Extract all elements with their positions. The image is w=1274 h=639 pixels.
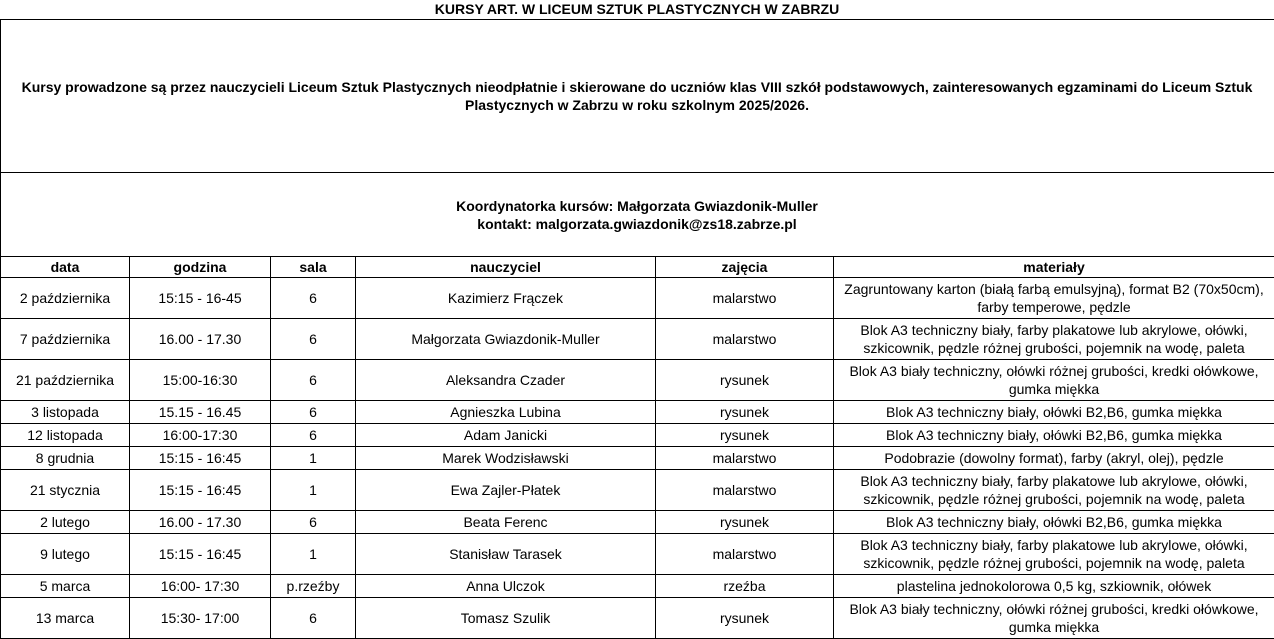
cell-zajecia: rzeźba (656, 575, 834, 598)
cell-nauczyciel: Marek Wodzisławski (356, 447, 656, 470)
cell-nauczyciel: Małgorzata Gwiazdonik-Muller (356, 319, 656, 360)
cell-sala: 6 (271, 511, 356, 534)
cell-materialy: Blok A3 techniczny biały, ołówki B2,B6, gumka miękka (834, 424, 1274, 447)
cell-data: 12 listopada (1, 424, 130, 447)
cell-godzina: 15:30- 17:00 (130, 598, 271, 639)
cell-data: 7 października (1, 319, 130, 360)
header-data: data (1, 257, 130, 278)
table-row (1, 401, 1274, 424)
cell-nauczyciel: Tomasz Szulik (356, 598, 656, 639)
header-sala: sala (271, 257, 356, 278)
cell-godzina: 15.15 - 16.45 (130, 401, 271, 424)
table-row (1, 511, 1274, 534)
sheet-border (0, 20, 1, 256)
table-row (1, 575, 1274, 598)
cell-godzina: 15:15 - 16:45 (130, 447, 271, 470)
cell-materialy: Blok A3 techniczny biały, ołówki B2,B6, gumka miękka (834, 511, 1274, 534)
cell-godzina: 16.00 - 17.30 (130, 511, 271, 534)
table-row (1, 598, 1274, 639)
cell-zajecia: rysunek (656, 424, 834, 447)
cell-nauczyciel: Stanisław Tarasek (356, 534, 656, 575)
cell-zajecia: malarstwo (656, 534, 834, 575)
cell-data: 5 marca (1, 575, 130, 598)
cell-zajecia: malarstwo (656, 447, 834, 470)
cell-data: 21 października (1, 360, 130, 401)
cell-godzina: 16.00 - 17.30 (130, 319, 271, 360)
header-nauczyciel: nauczyciel (356, 257, 656, 278)
cell-sala: 1 (271, 534, 356, 575)
cell-zajecia: malarstwo (656, 319, 834, 360)
table-row (1, 534, 1274, 575)
cell-data: 9 lutego (1, 534, 130, 575)
coordinator-name: Koordynatorka kursów: Małgorzata Gwiazdonik-Muller (0, 197, 1274, 215)
cell-zajecia: rysunek (656, 511, 834, 534)
cell-materialy: Blok A3 biały techniczny, ołówki różnej grubości, kredki ołówkowe, gumka miękka (834, 598, 1274, 639)
cell-zajecia: malarstwo (656, 278, 834, 319)
cell-materialy: Podobrazie (dowolny format), farby (akryl, olej), pędzle (834, 447, 1274, 470)
cell-sala: p.rzeźby (271, 575, 356, 598)
cell-materialy: Blok A3 techniczny biały, ołówki B2,B6, gumka miękka (834, 401, 1274, 424)
header-materialy: materiały (834, 257, 1274, 278)
cell-sala: 1 (271, 470, 356, 511)
cell-materialy: plastelina jednokolorowa 0,5 kg, szkiownik, ołówek (834, 575, 1274, 598)
cell-data: 2 października (1, 278, 130, 319)
cell-zajecia: rysunek (656, 360, 834, 401)
cell-sala: 6 (271, 360, 356, 401)
coordinator-block (0, 173, 1274, 256)
cell-nauczyciel: Beata Ferenc (356, 511, 656, 534)
cell-zajecia: rysunek (656, 598, 834, 639)
cell-data: 21 stycznia (1, 470, 130, 511)
table-row (1, 278, 1274, 319)
cell-godzina: 16:00-17:30 (130, 424, 271, 447)
cell-materialy: Zagruntowany karton (białą farbą emulsyjną), format B2 (70x50cm), farby temperowe, pędzle (834, 278, 1274, 319)
cell-godzina: 15:00-16:30 (130, 360, 271, 401)
cell-nauczyciel: Agnieszka Lubina (356, 401, 656, 424)
schedule-table (0, 256, 1274, 639)
header-godzina: godzina (130, 257, 271, 278)
table-row (1, 319, 1274, 360)
header-zajecia: zajęcia (656, 257, 834, 278)
table-row (1, 470, 1274, 511)
table-row (1, 360, 1274, 401)
table-row (1, 424, 1274, 447)
table-header-row (1, 257, 1274, 278)
cell-zajecia: malarstwo (656, 470, 834, 511)
cell-materialy: Blok A3 techniczny biały, farby plakatowe lub akrylowe, ołówki, szkicownik, pędzle różnej grubości, pojemnik na wodę, paleta (834, 470, 1274, 511)
cell-materialy: Blok A3 techniczny biały, farby plakatowe lub akrylowe, ołówki, szkicownik, pędzle różnej grubości, pojemnik na wodę, paleta (834, 319, 1274, 360)
table-row (1, 447, 1274, 470)
cell-sala: 6 (271, 424, 356, 447)
cell-materialy: Blok A3 biały techniczny, ołówki różnej grubości, kredki ołówkowe, gumka miękka (834, 360, 1274, 401)
intro-text: Kursy prowadzone są przez nauczycieli Liceum Sztuk Plastycznych nieodpłatnie i skierowane do uczniów klas VIII szkół podstawowych, zainteresowanych egzaminami do Liceum Sztuk Plastycznych w Zabrzu w roku szkolnym 2025/2026. (0, 20, 1274, 173)
cell-sala: 6 (271, 278, 356, 319)
cell-data: 3 listopada (1, 401, 130, 424)
cell-godzina: 16:00- 17:30 (130, 575, 271, 598)
cell-sala: 6 (271, 598, 356, 639)
cell-nauczyciel: Kazimierz Frączek (356, 278, 656, 319)
cell-sala: 6 (271, 319, 356, 360)
cell-data: 13 marca (1, 598, 130, 639)
cell-nauczyciel: Aleksandra Czader (356, 360, 656, 401)
cell-godzina: 15:15 - 16:45 (130, 470, 271, 511)
cell-godzina: 15:15 - 16-45 (130, 278, 271, 319)
cell-sala: 6 (271, 401, 356, 424)
cell-data: 8 grudnia (1, 447, 130, 470)
coordinator-contact: kontakt: malgorzata.gwiazdonik@zs18.zabrze.pl (0, 215, 1274, 233)
cell-godzina: 15:15 - 16:45 (130, 534, 271, 575)
cell-materialy: Blok A3 techniczny biały, farby plakatowe lub akrylowe, ołówki, szkicownik, pędzle różnej grubości, pojemnik na wodę, paleta (834, 534, 1274, 575)
cell-nauczyciel: Ewa Zajler-Płatek (356, 470, 656, 511)
cell-data: 2 lutego (1, 511, 130, 534)
cell-nauczyciel: Adam Janicki (356, 424, 656, 447)
cell-zajecia: rysunek (656, 401, 834, 424)
page-title: KURSY ART. W LICEUM SZTUK PLASTYCZNYCH W ZABRZU (0, 0, 1274, 20)
cell-nauczyciel: Anna Ulczok (356, 575, 656, 598)
cell-sala: 1 (271, 447, 356, 470)
